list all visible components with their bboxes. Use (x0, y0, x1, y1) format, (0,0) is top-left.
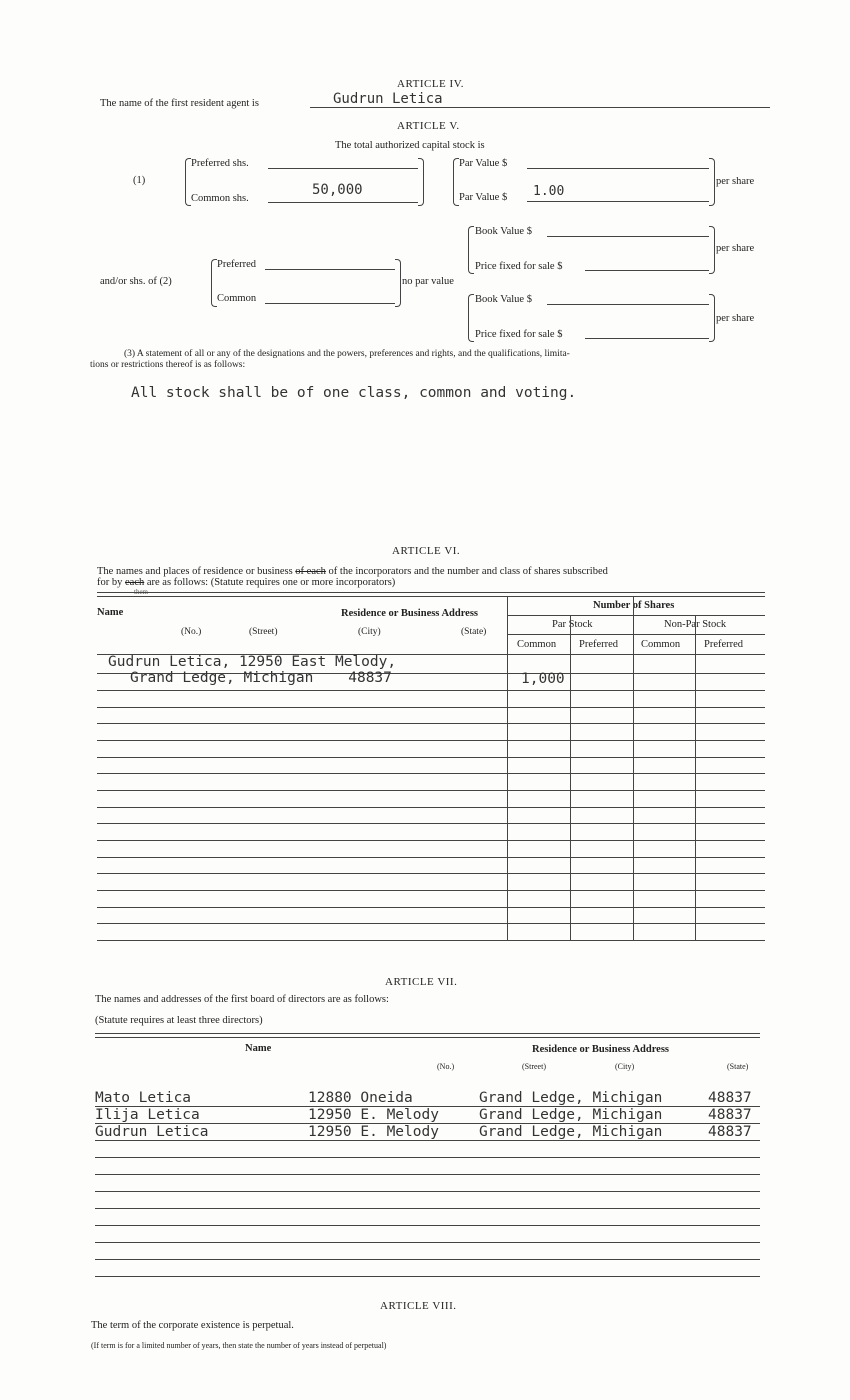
article-6-heading: ARTICLE VI. (392, 545, 461, 557)
director-city: Grand Ledge, Michigan (479, 1124, 663, 1140)
col-nonpar-stock: Non-Par Stock (664, 619, 727, 630)
col-number-of-shares: Number of Shares (593, 600, 675, 611)
statement-value: All stock shall be of one class, common and voting. (131, 385, 577, 401)
capital-stock-intro: The total authorized capital stock is (335, 140, 485, 151)
subheader-rule (508, 634, 765, 635)
director-name: Ilija Letica (95, 1107, 200, 1123)
preferred-line (265, 269, 395, 270)
brace (709, 158, 715, 206)
common-label: Common (217, 293, 257, 304)
price-fixed-line-2 (585, 338, 709, 339)
director-no: 12950 E. Melody (308, 1124, 439, 1140)
col-city: (City) (358, 627, 381, 637)
preferred-label: Preferred (217, 259, 257, 270)
resident-agent-value: Gudrun Letica (333, 91, 443, 107)
par-value-label: Par Value $ (459, 158, 508, 169)
director-zip: 48837 (708, 1090, 752, 1106)
per-share-label: per share (716, 176, 755, 187)
row-rule (97, 773, 765, 774)
brace (418, 158, 424, 206)
directors-row-rule (95, 1157, 760, 1158)
directors-row-rule (95, 1191, 760, 1192)
common-shs-value: 50,000 (312, 182, 363, 198)
col-no: (No.) (181, 627, 202, 637)
col-divider (695, 616, 696, 941)
per-share-label-2: per share (716, 243, 755, 254)
directors-col-state: (State) (727, 1062, 749, 1071)
par-value-label-2: Par Value $ (459, 192, 508, 203)
brace (468, 226, 474, 274)
row-rule (97, 857, 765, 858)
director-zip: 48837 (708, 1124, 752, 1140)
col-residence: Residence or Business Address (341, 608, 479, 619)
row-rule (97, 873, 765, 874)
book-value-label-2: Book Value $ (475, 294, 532, 305)
shares-rule (508, 615, 765, 616)
preferred-shs-line (268, 168, 418, 169)
brace (709, 294, 715, 342)
article-5-heading: ARTICLE V. (397, 120, 460, 132)
common-shs-line (268, 202, 418, 203)
article-7-heading: ARTICLE VII. (385, 976, 458, 988)
par-value-line-2 (527, 201, 709, 202)
director-name: Gudrun Letica (95, 1124, 209, 1140)
directors-row-rule (95, 1276, 760, 1277)
term-text: The term of the corporate existence is perpetual. (91, 1320, 294, 1331)
statement-line-1: (3) A statement of all or any of the designations and the powers, preferences and rights, and the qualifications, limita- (124, 349, 570, 359)
directors-row-rule (95, 1106, 760, 1107)
directors-row-rule (95, 1123, 760, 1124)
row-rule (97, 840, 765, 841)
agent-underline (310, 107, 770, 108)
director-name: Mato Letica (95, 1090, 192, 1106)
directors-top-rule-2 (95, 1037, 760, 1038)
book-value-line-2 (547, 304, 709, 305)
table-top-rule-2 (97, 596, 765, 597)
book-value-line (547, 236, 709, 237)
col-name: Name (97, 607, 124, 618)
director-no: 12950 E. Melody (308, 1107, 439, 1123)
no-par-value-label: no par value (402, 276, 454, 287)
common-shs-label: Common shs. (191, 193, 249, 204)
table-top-rule (97, 592, 765, 593)
row-rule (97, 940, 765, 941)
directors-col-residence: Residence or Business Address (532, 1044, 670, 1055)
statement-line-2: tions or restrictions thereof is as follows: (90, 360, 246, 370)
per-share-label-3: per share (716, 313, 755, 324)
article-6-insert: them (134, 588, 148, 596)
row-rule (97, 823, 765, 824)
directors-row-rule (95, 1242, 760, 1243)
andor-label: and/or shs. of (2) (100, 276, 172, 287)
col-state: (State) (461, 627, 487, 637)
directors-col-no: (No.) (437, 1062, 455, 1071)
article-8-heading: ARTICLE VIII. (380, 1300, 457, 1312)
incorporator-shares: 1,000 (521, 671, 565, 687)
director-no: 12880 Oneida (308, 1090, 413, 1106)
common-line (265, 303, 395, 304)
incorporator-line-2: Grand Ledge, Michigan 48837 (130, 670, 392, 686)
book-value-label: Book Value $ (475, 226, 532, 237)
col-street: (Street) (249, 627, 278, 637)
col-divider (570, 616, 571, 941)
preferred-shs-label: Preferred shs. (191, 158, 249, 169)
directors-top-rule (95, 1033, 760, 1034)
directors-row-rule (95, 1140, 760, 1141)
director-city: Grand Ledge, Michigan (479, 1107, 663, 1123)
incorporator-line-1: Gudrun Letica, 12950 East Melody, (108, 654, 397, 670)
brace (395, 259, 401, 307)
directors-row-rule (95, 1208, 760, 1209)
row-rule (97, 757, 765, 758)
row-rule (97, 740, 765, 741)
resident-agent-label: The name of the first resident agent is (100, 98, 259, 109)
par-value-line (527, 168, 709, 169)
directors-row-rule (95, 1174, 760, 1175)
price-fixed-label: Price fixed for sale $ (475, 261, 563, 272)
row-rule (97, 790, 765, 791)
par-value-amount: 1.00 (533, 184, 565, 199)
col-common: Common (517, 639, 557, 650)
director-zip: 48837 (708, 1107, 752, 1123)
price-fixed-label-2: Price fixed for sale $ (475, 329, 563, 340)
directors-row-rule (95, 1225, 760, 1226)
row-rule (97, 690, 765, 691)
row-rule (97, 923, 765, 924)
row-rule (97, 890, 765, 891)
row-rule (97, 707, 765, 708)
term-note: (If term is for a limited number of years, then state the number of years instead of perpetual) (91, 1341, 387, 1350)
col-preferred-2: Preferred (704, 639, 744, 650)
article-7-note: (Statute requires at least three directors) (95, 1015, 263, 1026)
col-common-2: Common (641, 639, 681, 650)
directors-col-city: (City) (615, 1062, 635, 1071)
price-fixed-line (585, 270, 709, 271)
directors-col-name: Name (245, 1043, 272, 1054)
row-rule (97, 723, 765, 724)
option-1-label: (1) (133, 175, 146, 186)
row-rule (97, 807, 765, 808)
article-6-intro-line-1: The names and places of residence or business of each of the incorporators and the number and class of shares subscribed (97, 566, 608, 577)
row-rule (97, 907, 765, 908)
col-preferred: Preferred (579, 639, 619, 650)
article-7-intro: The names and addresses of the first board of directors are as follows: (95, 994, 389, 1005)
directors-row-rule (95, 1259, 760, 1260)
directors-col-street: (Street) (522, 1062, 546, 1071)
brace (468, 294, 474, 342)
brace (709, 226, 715, 274)
article-6-intro-line-2: for by each are as follows: (Statute requires one or more incorporators) (97, 577, 396, 588)
director-city: Grand Ledge, Michigan (479, 1090, 663, 1106)
col-par-stock: Par Stock (552, 619, 593, 630)
article-4-heading: ARTICLE IV. (397, 78, 464, 90)
